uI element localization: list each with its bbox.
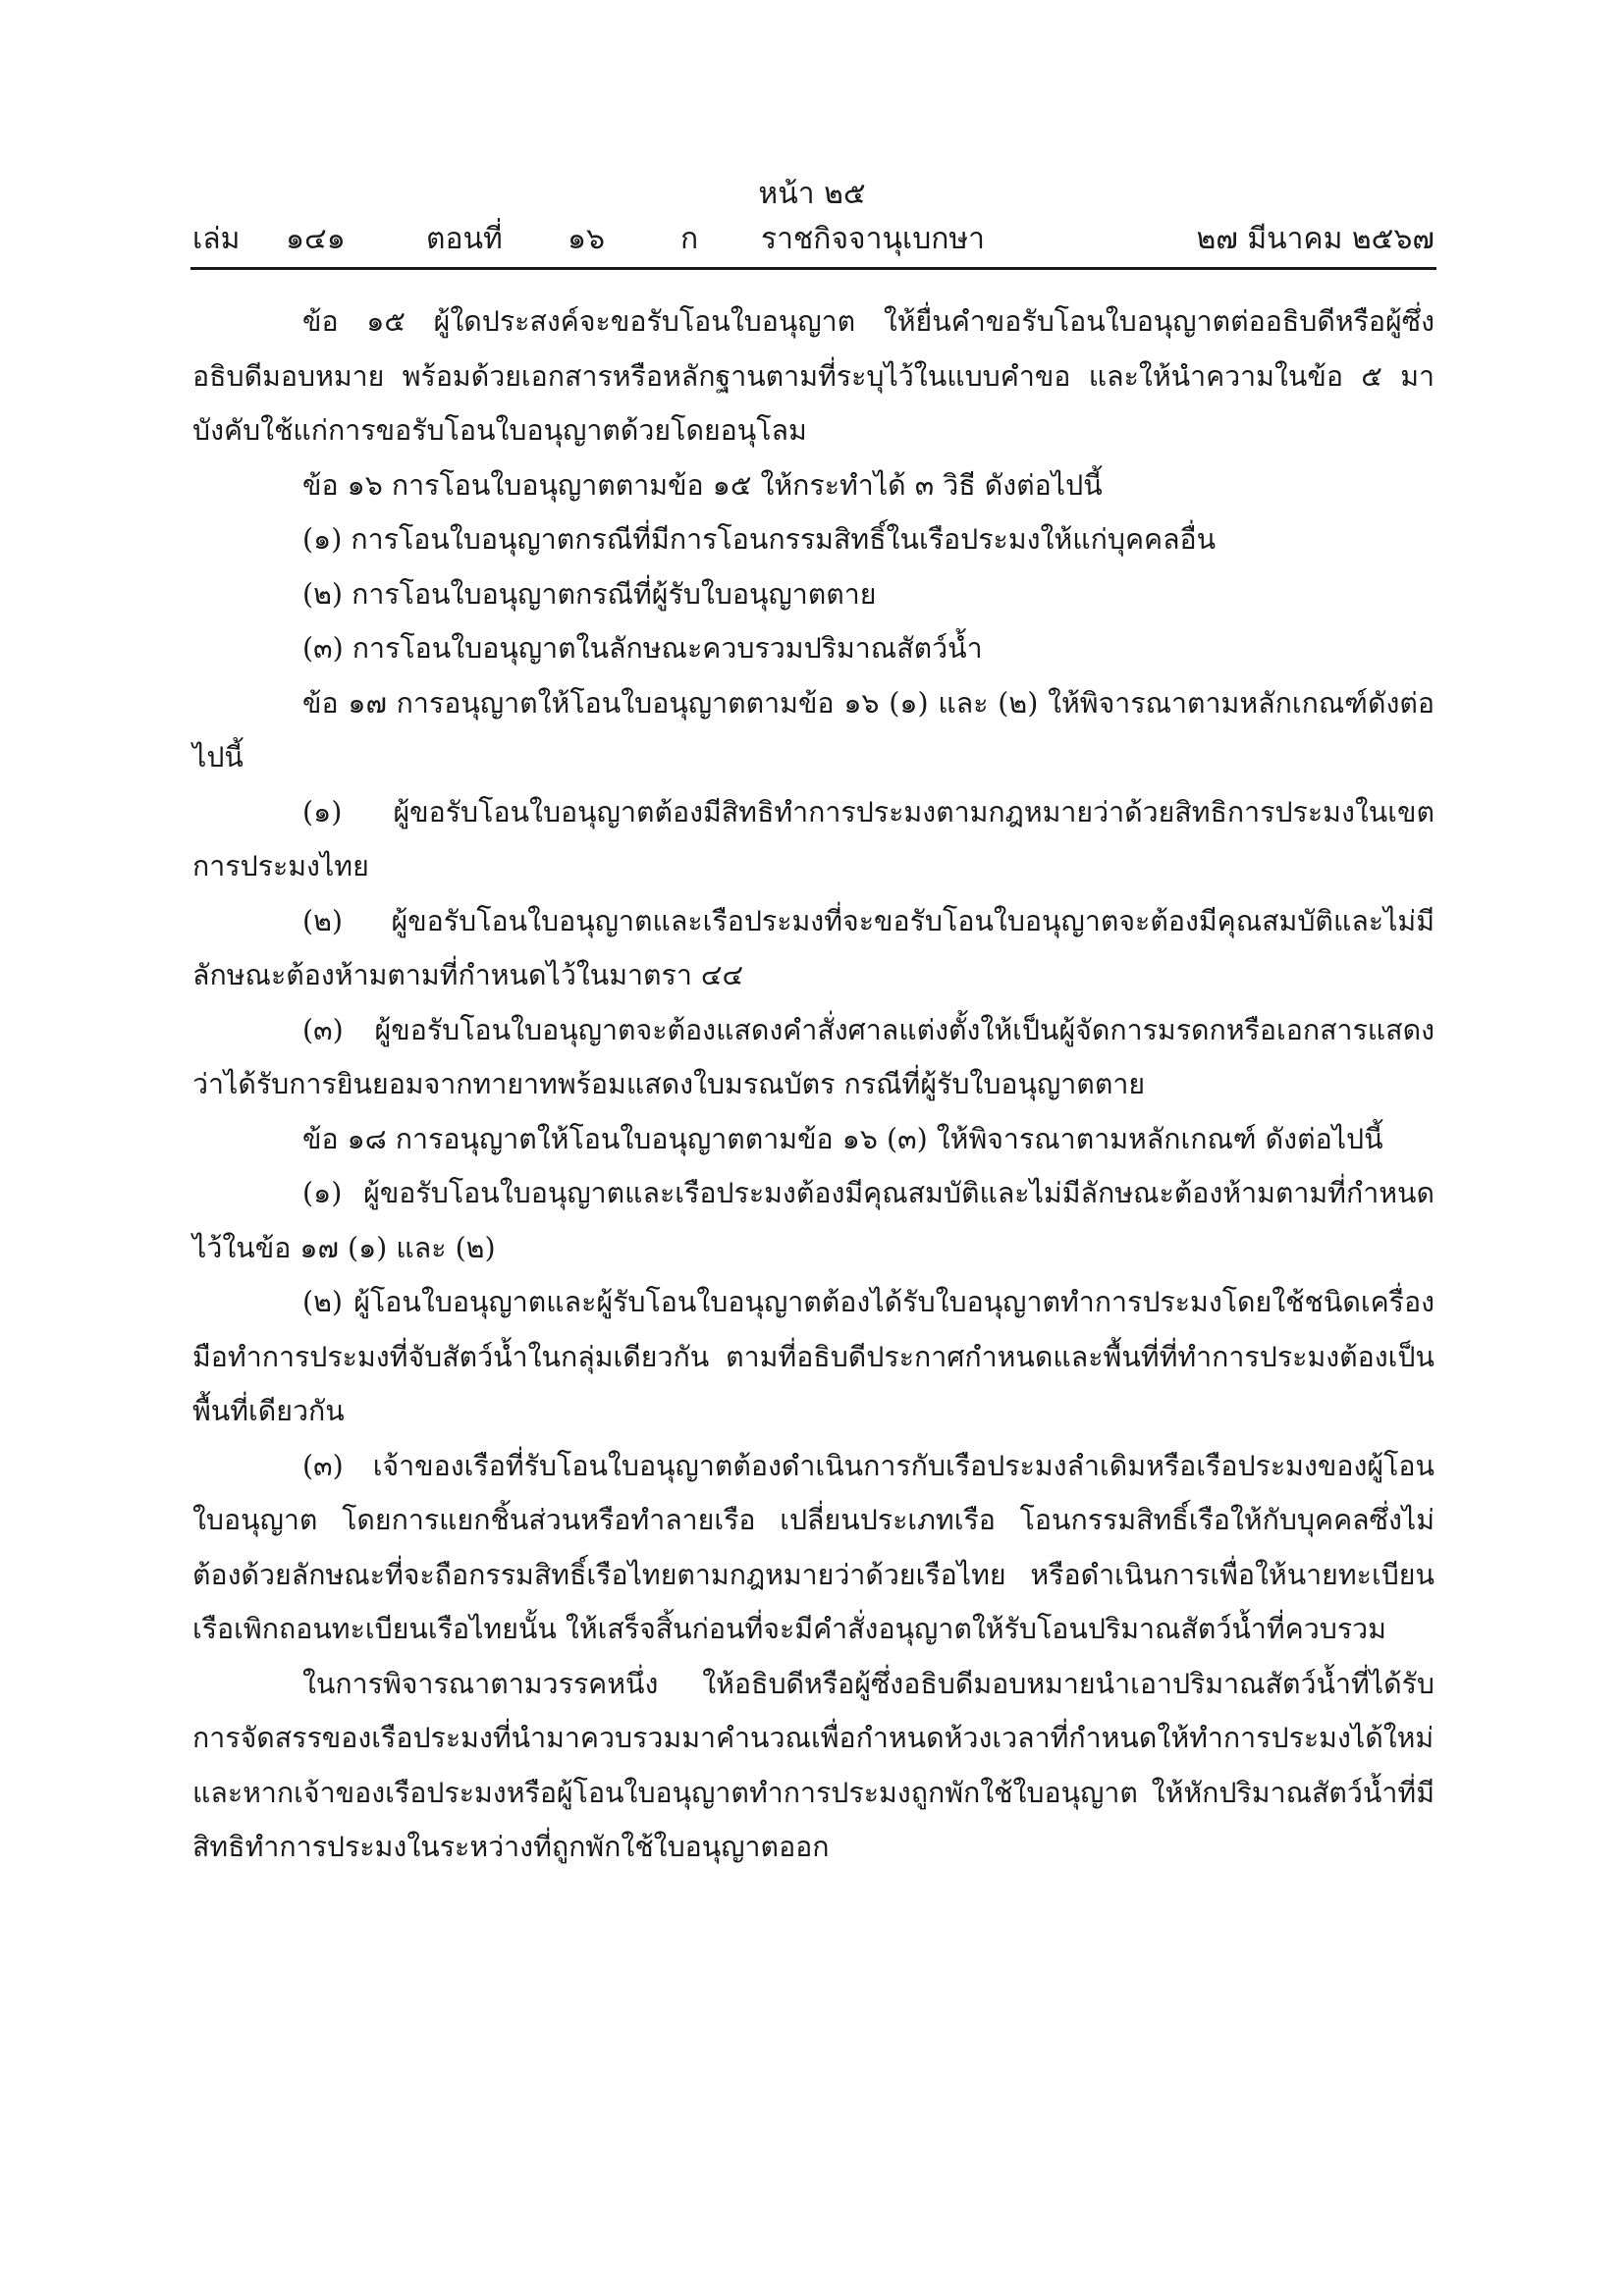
clause-16-item-1: (๑) การโอนใบอนุญาตกรณีที่มีการโอนกรรมสิทธิ์ในเรือประมงให้แก่บุคคลอื่น bbox=[302, 523, 1217, 556]
issue-label: ตอนที่ bbox=[426, 222, 503, 256]
clause-16-item-3: (๓) การโอนใบอนุญาตในลักษณะควบรวมปริมาณสัตว์น้ำ bbox=[302, 632, 983, 665]
clause-17-item-2: (๒) ผู้ขอรับโอนใบอนุญาตและเรือประมงที่จะขอรับโอนใบอนุญาตจะต้องมีคุณสมบัติและไม่มีลักษณะต้องห้ามตามที่กำหนดไว้ในมาตรา ๔๔ bbox=[192, 904, 1435, 991]
clause-18-item-2: (๒) ผู้โอนใบอนุญาตและผู้รับโอนใบอนุญาตต้องได้รับใบอนุญาตทำการประมงโดยใช้ชนิดเครื่องมือทำการประมงที่จับสัตว์น้ำในกลุ่มเดียวกัน ตามที่อธิบดีประกาศกำหนดและพื้นที่ที่ทำการประมงต้องเป็นพื้นที่เดียวกัน bbox=[192, 1286, 1435, 1427]
issue-number: ๑๖ bbox=[568, 222, 606, 256]
clause-16-item-2: (๒) การโอนใบอนุญาตกรณีที่ผู้รับใบอนุญาตตาย bbox=[302, 577, 877, 611]
clause-18-item-3: (๓) เจ้าของเรือที่รับโอนใบอนุญาตต้องดำเนินการกับเรือประมงลำเดิมหรือเรือประมงของผู้โอนใบอนุญาต โดยการแยกชิ้นส่วนหรือทำลายเรือ เปลี่ยนประเภทเรือ โอนกรรมสิทธิ์เรือให้กับบุคคลซึ่งไม่ต้องด้วยลักษณะที่จะถือกรรมสิทธิ์เรือไทยตามกฎหมายว่าด้วยเรือไทย หรือดำเนินการเพื่อให้นายทะเบียนเรือเพิกถอนทะเบียนเรือไทยนั้น ให้เสร็จสิ้นก่อนที่จะมีคำสั่งอนุญาตให้รับโอนปริมาณสัตว์น้ำที่ควบรวม bbox=[192, 1449, 1435, 1645]
header-divider bbox=[190, 267, 1436, 270]
volume-label: เล่ม bbox=[192, 222, 241, 256]
gazette-header bbox=[192, 218, 1435, 261]
clause-18: ข้อ ๑๘ การอนุญาตให้โอนใบอนุญาตตามข้อ ๑๖ (๓) ให้พิจารณาตามหลักเกณฑ์ ดังต่อไปนี้ bbox=[302, 1122, 1383, 1155]
volume-number: ๑๔๑ bbox=[286, 222, 346, 256]
clause-18-item-1: (๑) ผู้ขอรับโอนใบอนุญาตและเรือประมงต้องมีคุณสมบัติและไม่มีลักษณะต้องห้ามตามที่กำหนดไว้ในข้อ ๑๗ (๑) และ (๒) bbox=[192, 1177, 1435, 1264]
gazette-name: ราชกิจจานุเบกษา bbox=[760, 222, 986, 256]
clause-16: ข้อ ๑๖ การโอนใบอนุญาตตามข้อ ๑๕ ให้กระทำได้ ๓ วิธี ดังต่อไปนี้ bbox=[302, 468, 1103, 502]
section-letter: ก bbox=[680, 222, 699, 256]
clause-17-item-3: (๓) ผู้ขอรับโอนใบอนุญาตจะต้องแสดงคำสั่งศาลแต่งตั้งให้เป็นผู้จัดการมรดกหรือเอกสารแสดงว่าได้รับการยินยอมจากทายาทพร้อมแสดงใบมรณบัตร กรณีที่ผู้รับใบอนุญาตตาย bbox=[192, 1013, 1435, 1100]
clause-15: ข้อ ๑๕ ผู้ใดประสงค์จะขอรับโอนใบอนุญาต ให้ยื่นคำขอรับโอนใบอนุญาตต่ออธิบดีหรือผู้ซึ่งอธิบดีมอบหมาย พร้อมด้วยเอกสารหรือหลักฐานตามที่ระบุไว้ในแบบคำขอ และให้นำความในข้อ ๕ มาบังคับใช้แก่การขอรับโอนใบอนุญาตด้วยโดยอนุโลม bbox=[192, 305, 1435, 447]
clause-17: ข้อ ๑๗ การอนุญาตให้โอนใบอนุญาตตามข้อ ๑๖ (๑) และ (๒) ให้พิจารณาตามหลักเกณฑ์ดังต่อไปนี้ bbox=[192, 686, 1435, 774]
clause-17-item-1: (๑) ผู้ขอรับโอนใบอนุญาตต้องมีสิทธิทำการประมงตามกฎหมายว่าด้วยสิทธิการประมงในเขตการประมงไทย bbox=[192, 795, 1435, 882]
clause-18-paragraph-2: ในการพิจารณาตามวรรคหนึ่ง ให้อธิบดีหรือผู้ซึ่งอธิบดีมอบหมายนำเอาปริมาณสัตว์น้ำที่ได้รับการจัดสรรของเรือประมงที่นำมาควบรวมมาคำนวณเพื่อกำหนดห้วงเวลาที่กำหนดให้ทำการประมงได้ใหม่และหากเจ้าของเรือประมงหรือผู้โอนใบอนุญาตทำการประมงถูกพักใช้ใบอนุญาต ให้หักปริมาณสัตว์น้ำที่มีสิทธิทำการประมงในระหว่างที่ถูกพักใช้ใบอนุญาตออก bbox=[192, 1667, 1435, 1863]
publication-date: ๒๗ มีนาคม ๒๕๖๗ bbox=[1196, 222, 1435, 256]
page-number: หน้า ๒๕ bbox=[758, 177, 866, 211]
document-body bbox=[192, 294, 1435, 1875]
